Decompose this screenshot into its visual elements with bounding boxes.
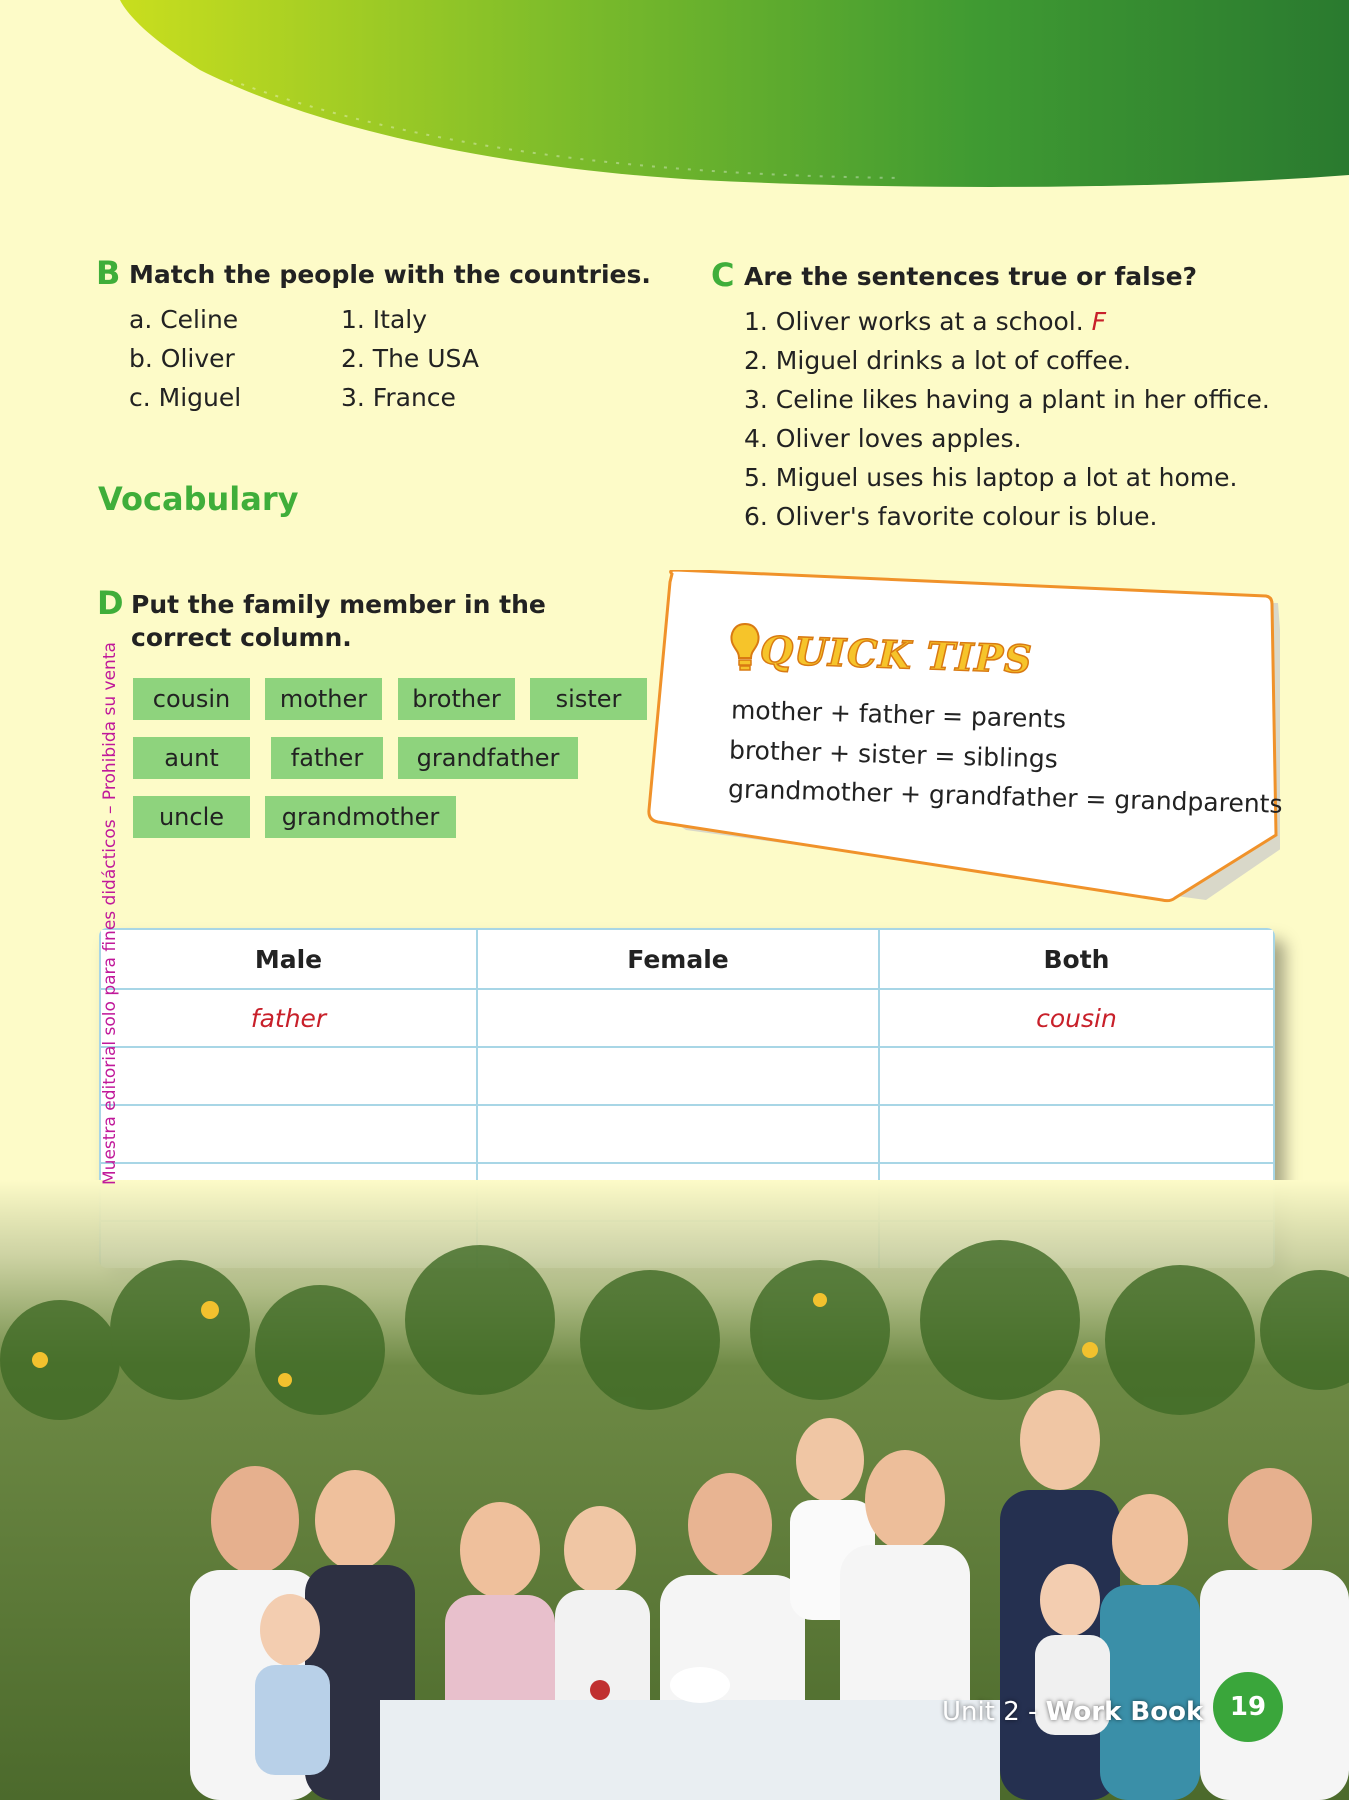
section-c-letter: C <box>711 256 735 294</box>
both-cell[interactable] <box>879 1047 1274 1105</box>
tip-line-1: mother + father = parents <box>730 695 1067 734</box>
tf-item-4: 4. Oliver loves apples. <box>744 424 1022 453</box>
footer-unit-label: Unit 2 - <box>942 1697 1046 1727</box>
header-both: Both <box>879 929 1274 989</box>
footer-book-label: Work Book <box>1045 1697 1204 1727</box>
word-chip-mother[interactable]: mother <box>265 678 382 720</box>
quick-tips-title: QUICK TIPS <box>759 627 1034 682</box>
tf-item-2: 2. Miguel drinks a lot of coffee. <box>744 346 1131 375</box>
country-3: 3. France <box>341 383 456 412</box>
word-chip-uncle[interactable]: uncle <box>133 796 250 838</box>
table-row <box>100 1047 1274 1105</box>
person-c: c. Miguel <box>129 383 242 412</box>
word-chip-brother[interactable]: brother <box>398 678 515 720</box>
person-a: a. Celine <box>129 305 239 334</box>
male-cell[interactable] <box>100 1047 477 1105</box>
table-header-row <box>100 929 1274 989</box>
person-b: b. Oliver <box>129 344 235 373</box>
word-chip-father[interactable]: father <box>271 737 383 779</box>
male-cell[interactable] <box>100 1105 477 1163</box>
tf-answer: F <box>1091 307 1107 336</box>
section-d-title-line1: Put the family member in the <box>131 590 546 619</box>
section-d-letter: D <box>97 584 124 622</box>
section-d-title-line2: correct column. <box>131 623 352 652</box>
header-female: Female <box>477 929 879 989</box>
male-cell[interactable]: father <box>100 989 477 1047</box>
vocabulary-heading: Vocabulary <box>98 480 299 518</box>
section-b-title: Match the people with the countries. <box>129 260 651 289</box>
quick-tips-card <box>640 570 1283 910</box>
word-chip-aunt[interactable]: aunt <box>133 737 250 779</box>
footer-unit <box>942 1697 1203 1727</box>
female-cell[interactable] <box>477 1047 879 1105</box>
header-banner <box>0 0 1349 190</box>
section-c-title: Are the sentences true or false? <box>744 262 1198 291</box>
section-b-letter: B <box>96 254 121 292</box>
both-cell[interactable]: cousin <box>879 989 1274 1047</box>
table-row <box>100 1105 1274 1163</box>
country-1: 1. Italy <box>341 305 428 334</box>
word-chip-grandmother[interactable]: grandmother <box>265 796 456 838</box>
word-chip-cousin[interactable]: cousin <box>133 678 250 720</box>
page-number-badge: 19 <box>1213 1672 1283 1742</box>
tf-item-text: 1. Oliver works at a school. <box>744 307 1084 336</box>
tf-item-1 <box>744 307 1106 336</box>
word-chip-sister[interactable]: sister <box>530 678 647 720</box>
female-cell[interactable] <box>477 1105 879 1163</box>
female-cell[interactable] <box>477 989 879 1047</box>
header-male: Male <box>100 929 477 989</box>
tf-item-6: 6. Oliver's favorite colour is blue. <box>744 502 1158 531</box>
tip-line-2: brother + sister = siblings <box>728 735 1059 774</box>
tf-item-3: 3. Celine likes having a plant in her office. <box>744 385 1270 414</box>
both-cell[interactable] <box>879 1105 1274 1163</box>
word-chip-grandfather[interactable]: grandfather <box>398 737 578 779</box>
side-watermark: Muestra editorial solo para fines didácticos – Prohibida su venta <box>100 642 120 1185</box>
tf-item-5: 5. Miguel uses his laptop a lot at home. <box>744 463 1238 492</box>
lightbulb-icon <box>728 622 762 674</box>
country-2: 2. The USA <box>341 344 479 373</box>
tip-line-3: grandmother + grandfather = grandparents <box>727 774 1283 819</box>
table-row <box>100 989 1274 1047</box>
